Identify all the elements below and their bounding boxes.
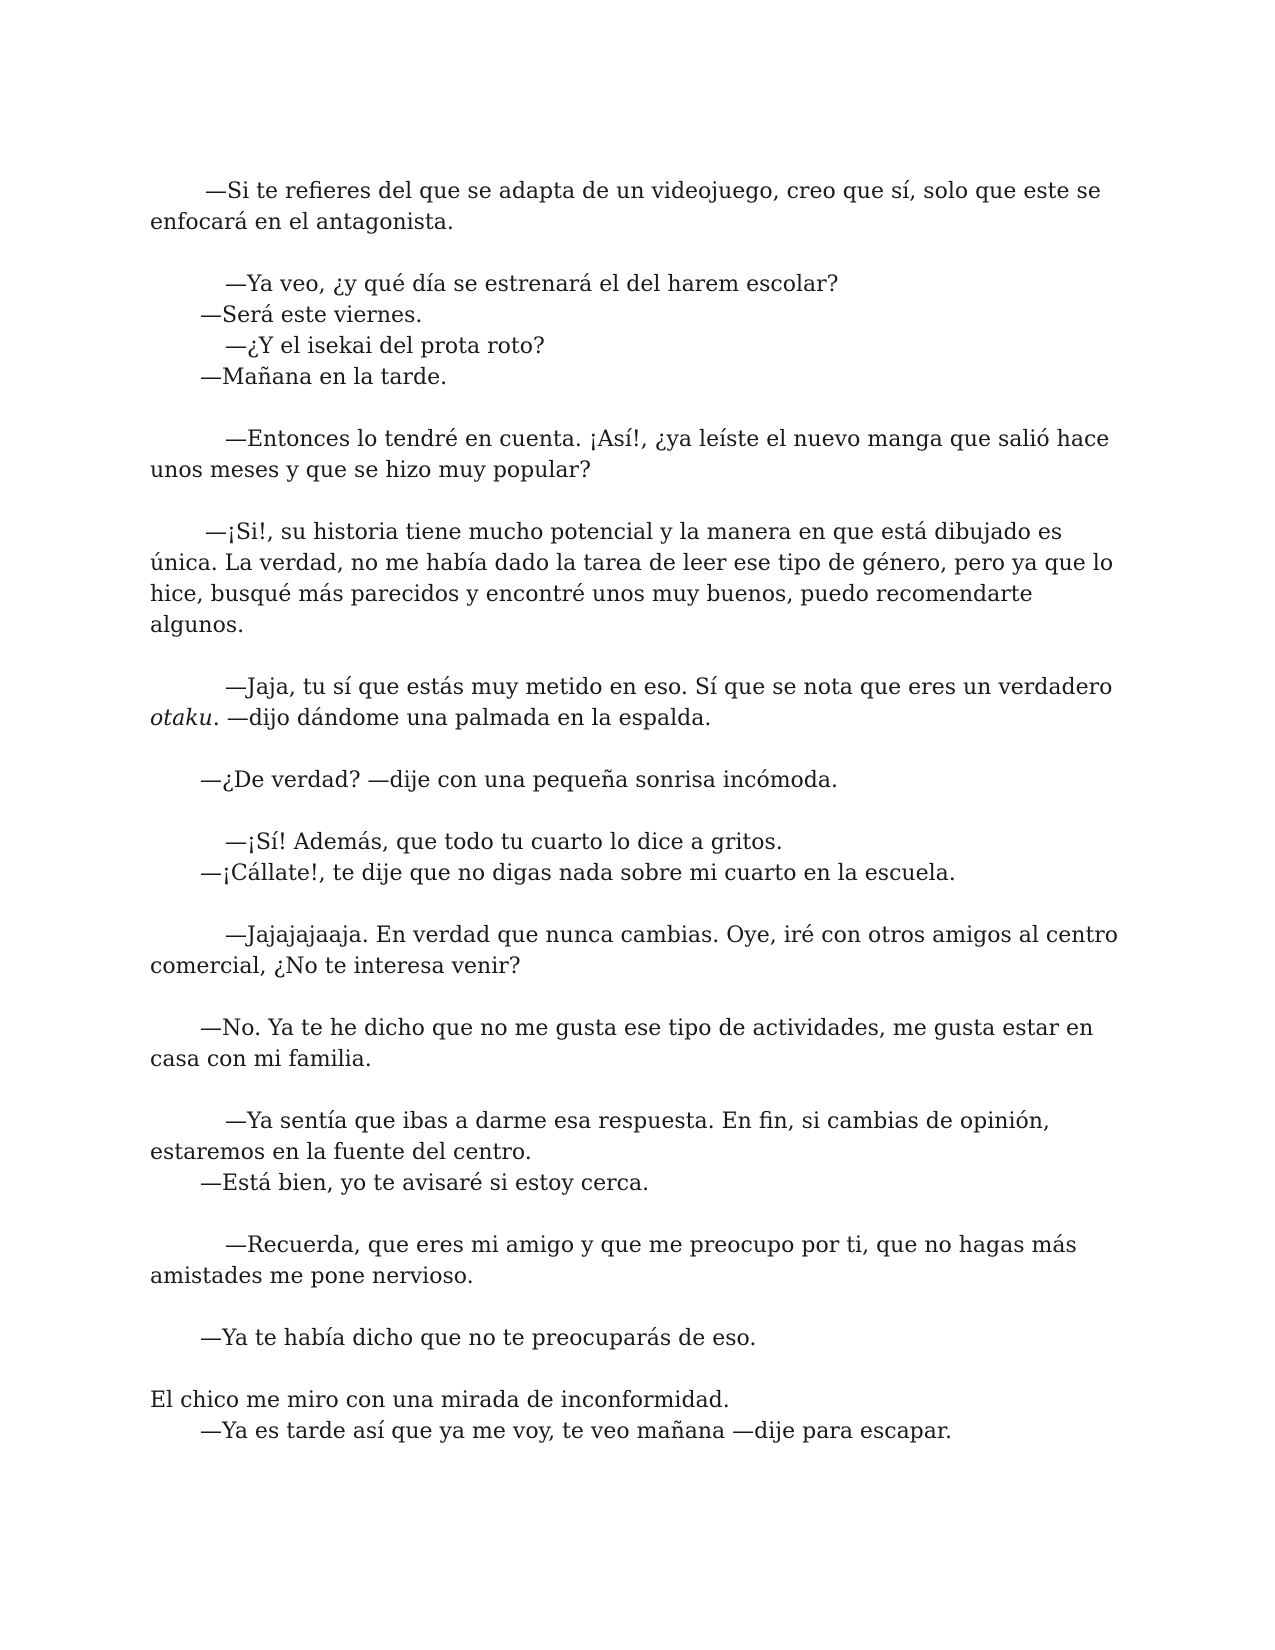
text-line: única. La verdad, no me había dado la tarea de leer ese tipo de género, pero ya que lo — [150, 551, 1114, 576]
text-line — [150, 703, 1110, 734]
text-line: —¡Cállate!, te dije que no digas nada sobre mi cuarto en la escuela. — [200, 861, 956, 886]
text-line: —Ya te había dicho que no te preocuparás de eso. — [200, 1326, 757, 1351]
text-line: comercial, ¿No te interesa venir? — [150, 954, 521, 979]
text-line: —Será este viernes. — [200, 303, 423, 328]
text-line: —Si te refieres del que se adapta de un videojuego, creo que sí, solo que este se — [205, 179, 1101, 204]
text-line: —Ya es tarde así que ya me voy, te veo mañana —dije para escapar. — [200, 1419, 952, 1444]
text-span: . —dijo dándome una palmada en la espalda. — [212, 706, 712, 731]
text-line: casa con mi familia. — [150, 1047, 372, 1072]
text-line: —Recuerda, que eres mi amigo y que me preocupo por ti, que no hagas más — [225, 1233, 1077, 1258]
text-line: —Ya sentía que ibas a darme esa respuesta. En fin, si cambias de opinión, — [225, 1109, 1050, 1134]
text-line: enfocará en el antagonista. — [150, 210, 454, 235]
text-line: —Mañana en la tarde. — [200, 365, 448, 390]
text-line: —Está bien, yo te avisaré si estoy cerca. — [200, 1171, 650, 1196]
story-text — [150, 176, 1119, 1447]
text-line: —Ya veo, ¿y qué día se estrenará el del harem escolar? — [225, 272, 839, 297]
text-line: estaremos en la fuente del centro. — [150, 1140, 532, 1165]
text-line: amistades me pone nervioso. — [150, 1264, 474, 1289]
text-line: —¡Si!, su historia tiene mucho potencial y la manera en que está dibujado es — [205, 520, 1063, 545]
text-line: —Jaja, tu sí que estás muy metido en eso. Sí que se nota que eres un verdadero — [225, 675, 1113, 700]
text-line: —Entonces lo tendré en cuenta. ¡Así!, ¿ya leíste el nuevo manga que salió hace — [225, 427, 1110, 452]
text-line: —¿De verdad? —dije con una pequeña sonrisa incómoda. — [200, 768, 838, 793]
text-line: —Jajajajaaja. En verdad que nunca cambias. Oye, iré con otros amigos al centro — [225, 923, 1119, 948]
text-line: —¿Y el isekai del prota roto? — [225, 334, 545, 359]
text-line: hice, busqué más parecidos y encontré unos muy buenos, puedo recomendarte — [150, 582, 1033, 607]
text-line: —¡Sí! Además, que todo tu cuarto lo dice a gritos. — [225, 830, 783, 855]
text-line: unos meses y que se hizo muy popular? — [150, 458, 591, 483]
text-line: El chico me miro con una mirada de inconformidad. — [150, 1388, 730, 1413]
italic-word: otaku — [150, 706, 213, 731]
text-line: —No. Ya te he dicho que no me gusta ese tipo de actividades, me gusta estar en — [200, 1016, 1094, 1041]
text-line: algunos. — [150, 613, 245, 638]
